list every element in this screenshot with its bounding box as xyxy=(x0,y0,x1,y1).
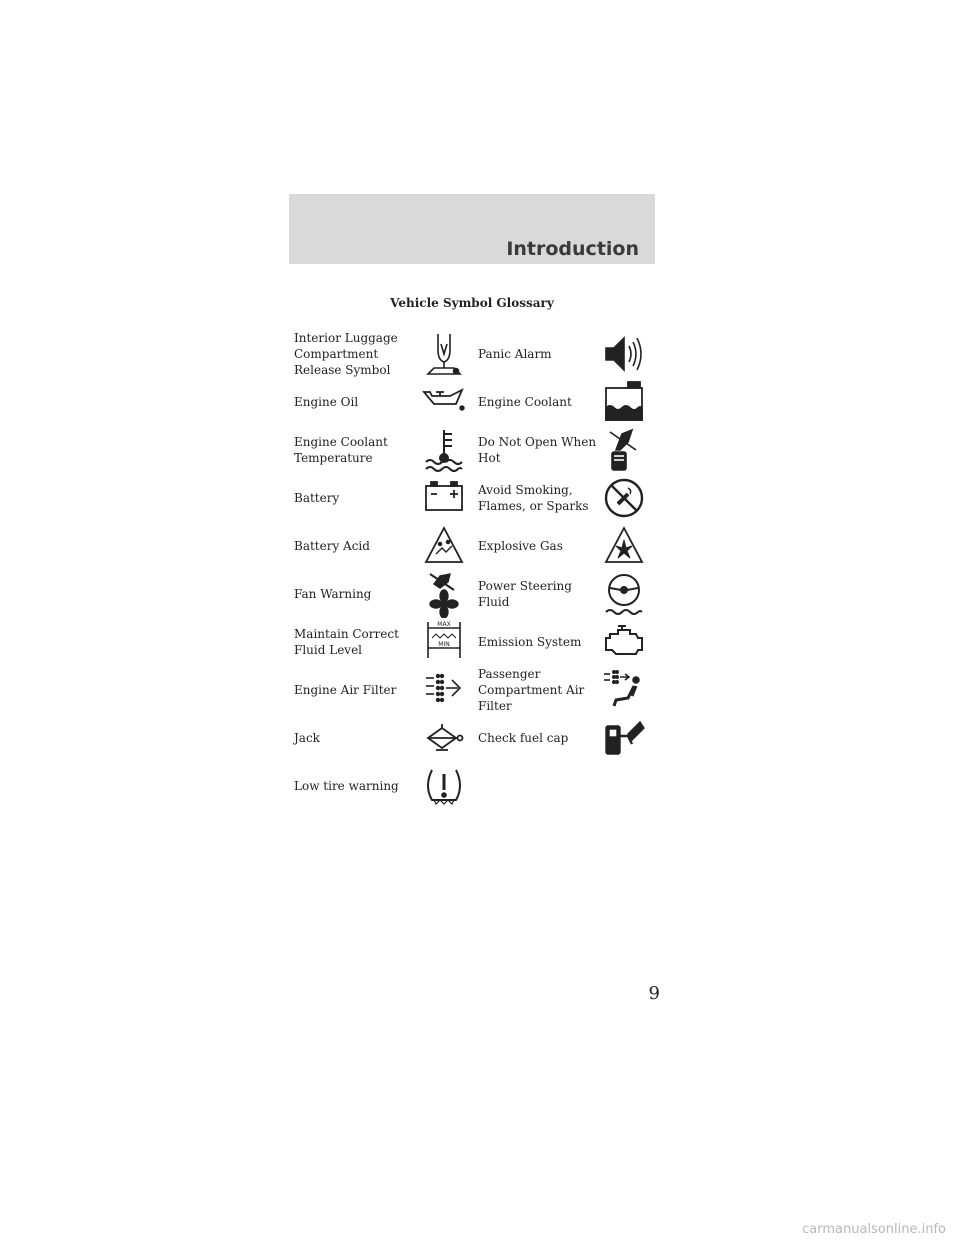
glossary-title: Vehicle Symbol Glossary xyxy=(390,296,554,310)
glossary-label: Check fuel cap xyxy=(478,731,569,745)
section-header-band xyxy=(289,194,655,264)
jack-icon xyxy=(422,714,466,762)
glossary-row xyxy=(294,666,656,714)
engine-icon xyxy=(602,618,646,666)
glossary-label: Engine Oil xyxy=(294,395,359,409)
trunk-release-icon xyxy=(422,330,466,378)
glossary-row xyxy=(294,474,656,522)
glossary-row xyxy=(294,522,656,570)
glossary-label: Engine Coolant xyxy=(478,395,572,409)
battery-acid-warning-icon xyxy=(422,522,466,570)
glossary-label: Fan Warning xyxy=(294,587,372,601)
fluid-min-mark: MIN xyxy=(438,641,450,648)
battery-icon xyxy=(422,474,466,522)
watermark-link[interactable]: carmanualsonline.info xyxy=(0,1222,960,1242)
glossary-label: Battery xyxy=(294,491,340,505)
glossary-row xyxy=(294,618,656,666)
glossary-label: Avoid Smoking, Flames, or Sparks xyxy=(478,483,589,513)
cabin-air-filter-icon xyxy=(602,666,646,714)
glossary-row xyxy=(294,378,656,426)
oil-can-icon xyxy=(422,378,466,426)
fuel-cap-icon xyxy=(602,714,646,762)
fluid-max-mark: MAX xyxy=(437,621,451,628)
glossary-label: Interior Luggage Compartment Release Symbol xyxy=(294,331,398,377)
glossary-row xyxy=(294,426,656,474)
no-smoking-icon xyxy=(602,474,646,522)
glossary-row xyxy=(294,762,656,810)
glossary-row xyxy=(294,570,656,618)
coolant-temperature-icon xyxy=(422,426,466,474)
tire-pressure-icon xyxy=(422,762,466,810)
glossary-label: Panic Alarm xyxy=(478,347,552,361)
glossary-label: Engine Coolant Temperature xyxy=(294,435,388,465)
glossary-row xyxy=(294,330,656,378)
power-steering-icon xyxy=(602,570,646,618)
section-title: Introduction xyxy=(506,238,639,260)
glossary-label: Passenger Compartment Air Filter xyxy=(478,667,585,713)
glossary-label: Power Steering Fluid xyxy=(478,579,572,609)
glossary-label: Explosive Gas xyxy=(478,539,563,553)
glossary-row xyxy=(294,714,656,762)
glossary-label: Battery Acid xyxy=(294,539,370,553)
explosive-gas-warning-icon xyxy=(602,522,646,570)
fan-warning-icon xyxy=(422,570,466,618)
page-number: 9 xyxy=(648,983,660,1004)
glossary-label: Do Not Open When Hot xyxy=(478,435,597,465)
do-not-open-hot-icon xyxy=(602,426,646,474)
glossary-label: Low tire warning xyxy=(294,779,399,793)
air-filter-icon xyxy=(422,666,466,714)
glossary-label: Jack xyxy=(294,731,320,745)
glossary-label: Emission System xyxy=(478,635,582,649)
coolant-reservoir-icon xyxy=(602,378,646,426)
glossary-label: Engine Air Filter xyxy=(294,683,397,697)
fluid-level-icon xyxy=(422,618,466,666)
glossary-label: Maintain Correct Fluid Level xyxy=(294,627,399,657)
horn-icon xyxy=(602,330,646,378)
